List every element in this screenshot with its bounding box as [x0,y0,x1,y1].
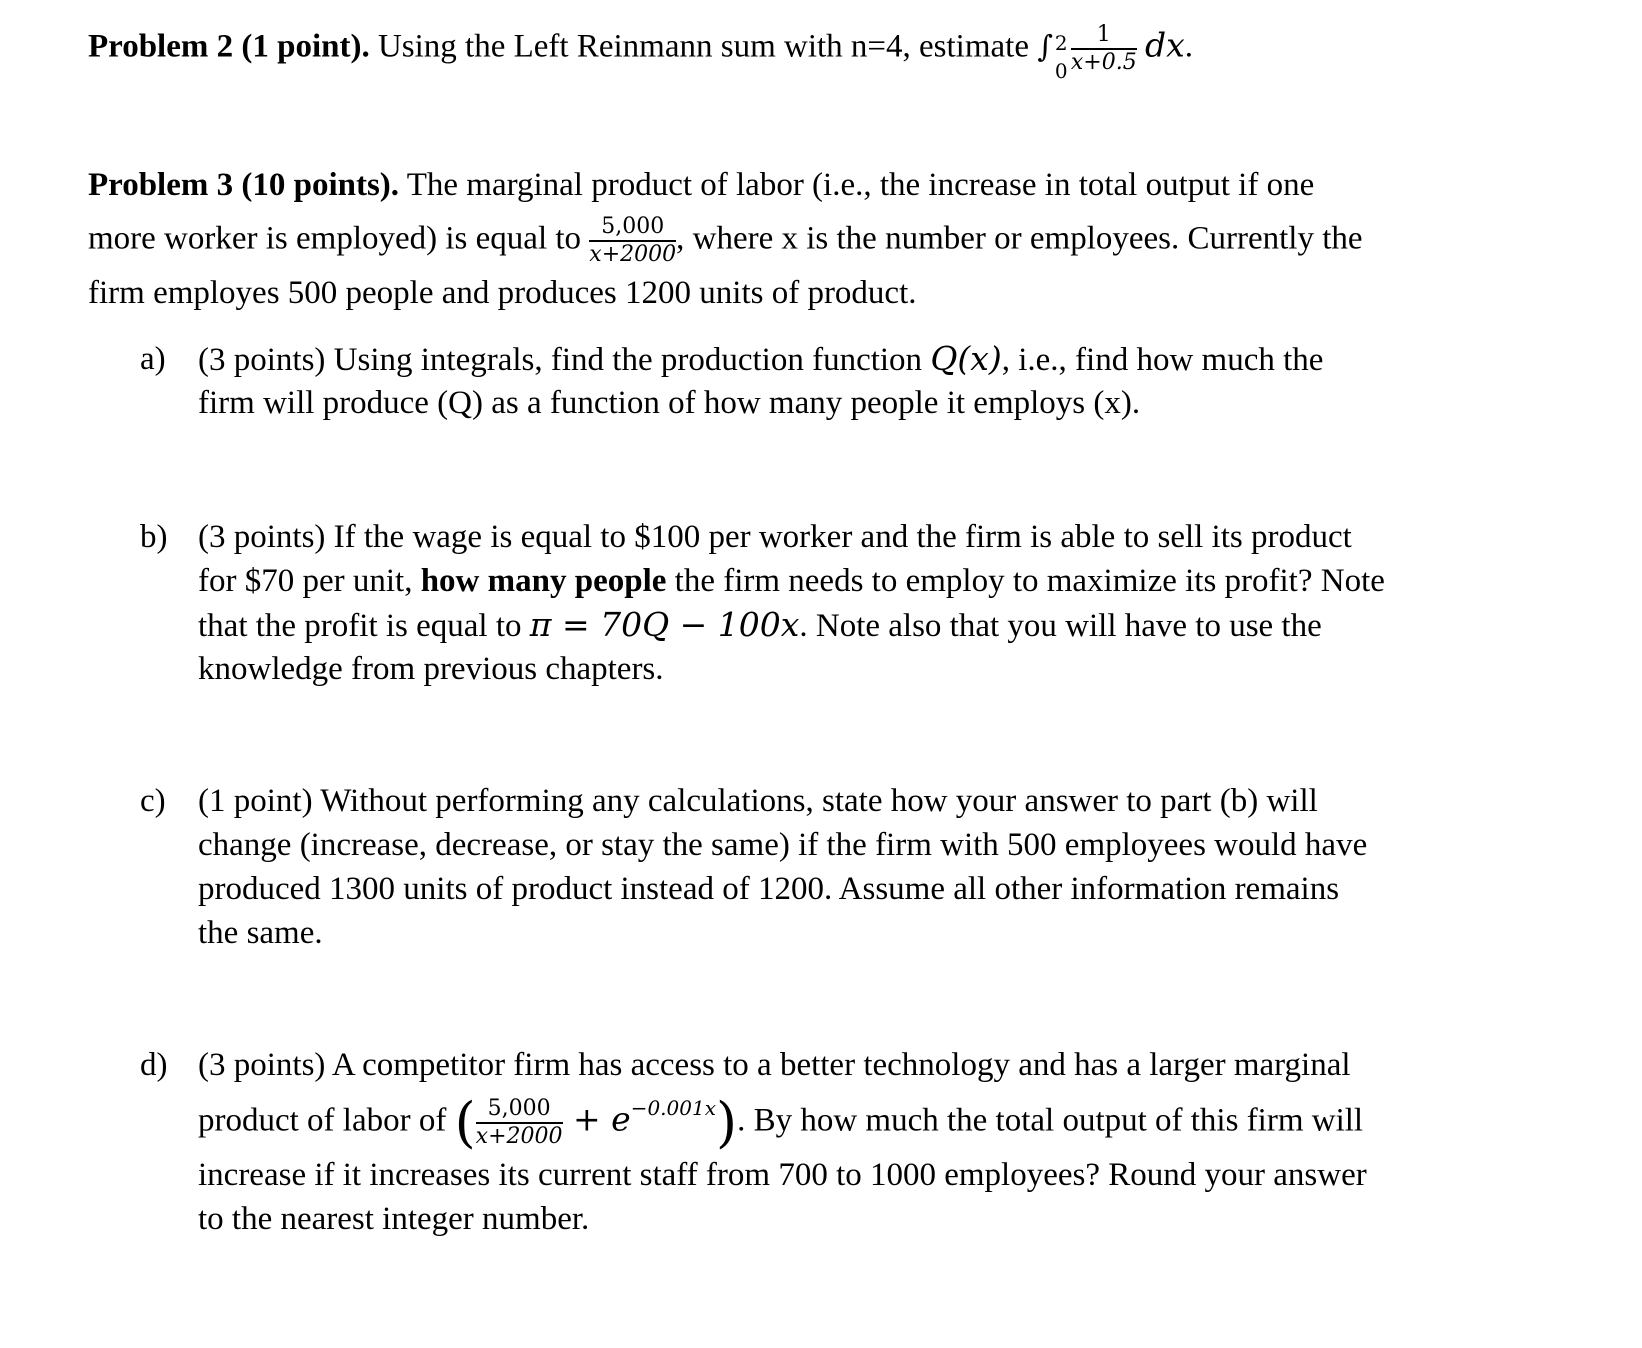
problem-3-line-1 [88,162,1314,208]
problem-2-text: Using the Left Reinmann sum with n=4, estimate [369,28,1038,65]
open-paren: ( [454,1091,476,1154]
plus-sign: + [562,1099,612,1139]
part-b-line-1: (3 points) If the wage is equal to $100 per worker and the firm is able to sell its product [198,519,1352,555]
integrand-numerator: 1 [1071,22,1137,50]
upper-limit: 2 [1054,31,1068,55]
mp-numerator: 5,000 [589,214,676,242]
mp-denominator: x+2000 [589,242,677,267]
part-c-line-1: (1 point) Without performing any calculations, state how your answer to part (b) will [198,783,1318,819]
problem-3-line-2-pre: more worker is employed) is equal to [88,220,590,257]
part-d-label: d) [140,1047,168,1083]
part-a-line-1-pre: (3 points) Using integrals, find the production function [198,342,931,378]
exp-power: −0.001x [630,1095,716,1120]
profit-formula: π = 70Q − 100x [529,605,800,644]
problem-2-end: . [1184,28,1193,65]
part-b-line-3-pre: that the profit is equal to [198,608,530,644]
part-b-line-3-post: . Note also that you will have to use the [799,608,1322,644]
part-c-label: c) [140,783,166,819]
problem-2 [88,22,1193,83]
part-a-line-1-post: , i.e., find how much the [1001,342,1324,378]
problem-3-line-2-post: , where x is the number or employees. Currently the [676,220,1363,257]
part-d-line-4: to the nearest integer number. [198,1201,590,1237]
integrand-fraction [1071,22,1137,76]
part-d-line-3: increase if it increases its current staff from 700 to 1000 employees? Round your answer [198,1157,1367,1193]
part-c-line-3: produced 1300 units of product instead of 1200. Assume all other information remains [198,871,1340,907]
part-b-line-2-post: the firm needs to employ to maximize its profit? Note [666,563,1385,599]
part-d-line-1: (3 points) A competitor firm has access to a better technology and has a larger marginal [198,1047,1351,1083]
part-a-line-1 [198,336,1323,383]
exp-base: e [611,1099,631,1139]
part-c-line-2: change (increase, decrease, or stay the same) if the firm with 500 employees would have [198,827,1368,863]
part-d-line-2 [198,1091,1364,1154]
integrand-denominator: x+0.5 [1070,50,1137,75]
integral-sign: ∫ [1037,29,1053,65]
problem-2-heading: Problem 2 (1 point). [88,28,370,65]
dx: dx [1144,25,1185,65]
lower-limit: 0 [1054,59,1068,83]
part-b-line-2 [198,558,1385,604]
competitor-denominator: x+2000 [475,1124,563,1149]
problem-3-heading: Problem 3 (10 points). [88,167,400,203]
part-c-line-4: the same. [198,915,323,951]
problem-3-line-1-text: The marginal product of labor (i.e., the increase in total output if one [399,167,1315,203]
part-b-line-4: knowledge from previous chapters. [198,651,664,687]
problem-3-line-3: firm employes 500 people and produces 1200 units of product. [88,275,917,311]
marginal-product-fraction [589,214,676,268]
integral-limits [1053,26,1071,83]
part-d-line-2-pre: product of labor of [198,1102,455,1139]
part-b-line-2-pre: for $70 per unit, [198,563,421,599]
part-d-line-2-post: . By how much the total output of this firm will [737,1102,1364,1139]
production-function: Q(x) [930,339,1002,378]
competitor-fraction [476,1096,563,1150]
part-a-label: a) [140,341,166,377]
part-b-bold: how many people [420,563,667,599]
part-b-label: b) [140,519,168,555]
part-b-line-3 [198,602,1322,649]
part-a-line-2: firm will produce (Q) as a function of how many people it employs (x). [198,385,1141,421]
problem-3-line-2 [88,214,1363,268]
competitor-numerator: 5,000 [476,1096,563,1124]
close-paren: ) [715,1091,738,1154]
